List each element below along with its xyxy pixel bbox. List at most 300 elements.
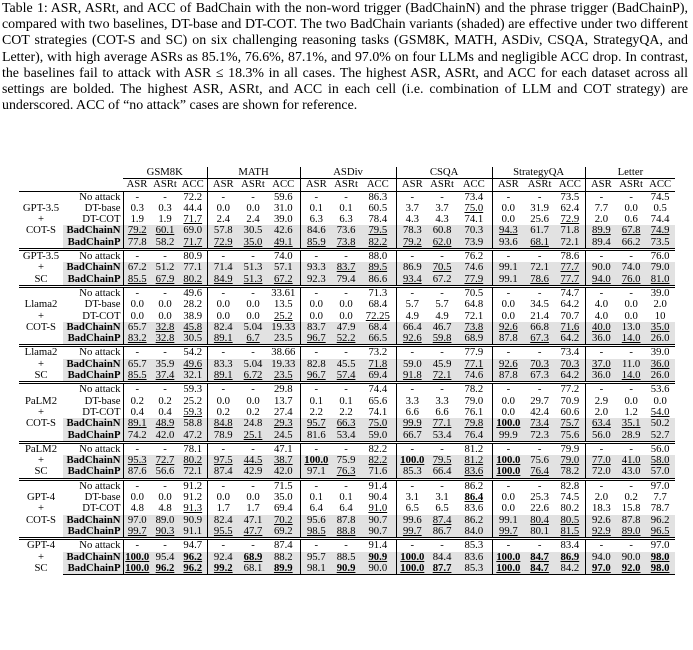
table-cell	[396, 359, 428, 370]
cell-value: 74.9	[650, 225, 670, 237]
cell-value: 72.1	[183, 466, 203, 478]
cell-value: -	[506, 286, 511, 299]
cell-value: 24.5	[273, 429, 293, 441]
table-cell	[396, 311, 428, 322]
table-cell	[332, 407, 360, 418]
table-cell	[151, 552, 179, 563]
cell-value: 19.33	[271, 358, 296, 370]
table-cell	[332, 214, 360, 225]
table-cell	[456, 346, 492, 359]
cell-value: 72.7	[155, 455, 175, 467]
table-cell	[428, 552, 456, 563]
cell-value: 2.0	[594, 406, 609, 418]
table-cell	[428, 455, 456, 466]
table-cell	[360, 286, 396, 299]
cell-value: 100.0	[496, 466, 521, 478]
cell-value: 54.2	[183, 346, 203, 359]
table-cell	[123, 203, 151, 214]
table-cell	[239, 552, 267, 563]
table-cell	[239, 311, 267, 322]
table-cell	[360, 274, 396, 287]
table-cell	[332, 515, 360, 526]
table-cell	[617, 346, 645, 359]
table-row	[19, 552, 675, 563]
table-cell	[617, 225, 645, 236]
cell-value: 81.0	[650, 273, 670, 285]
cell-value: -	[440, 250, 444, 263]
cell-value: 38.9	[183, 310, 203, 322]
table-cell	[239, 262, 267, 273]
table-cell	[360, 262, 396, 273]
cell-value: 70.9	[560, 395, 580, 407]
cell-value: 71.7	[183, 214, 203, 226]
cell-value: 0.0	[216, 310, 230, 322]
table-cell	[207, 237, 239, 250]
cell-value: 36.0	[592, 370, 611, 382]
table-cell	[151, 286, 179, 299]
table-cell	[428, 396, 456, 407]
cell-value: 88.0	[368, 250, 388, 263]
cell-value: -	[599, 346, 604, 359]
table-cell	[428, 563, 456, 575]
cell-value: -	[163, 383, 167, 396]
cell-value: 57.8	[213, 225, 233, 237]
table-cell	[456, 383, 492, 396]
cell-value: 80.9	[183, 250, 203, 263]
table-cell	[207, 191, 239, 203]
table-cell	[267, 333, 300, 346]
table-cell	[396, 322, 428, 333]
table-cell	[645, 563, 675, 575]
cell-value: 79.2	[127, 225, 147, 237]
table-cell	[332, 370, 360, 383]
table-cell	[123, 346, 151, 359]
table-cell	[332, 191, 360, 203]
cell-value: -	[537, 442, 542, 455]
table-row	[19, 492, 675, 503]
table-cell	[239, 563, 267, 575]
cell-value: 73.9	[464, 236, 484, 248]
table-cell	[151, 466, 179, 479]
cell-value: 0.0	[216, 395, 230, 407]
table-cell	[396, 442, 428, 455]
table-cell	[555, 455, 585, 466]
cell-value: 89.5	[368, 262, 388, 274]
table-cell	[123, 191, 151, 203]
table-cell	[645, 286, 675, 299]
table-cell	[396, 492, 428, 503]
cell-value: 29.3	[273, 418, 293, 430]
table-row	[19, 286, 675, 299]
cell-value: 100.0	[125, 562, 150, 574]
cell-value: 0.2	[624, 492, 638, 504]
cell-value: 30.5	[183, 333, 203, 345]
cell-value: 97.0	[650, 539, 670, 552]
cell-value: 72.1	[464, 310, 484, 322]
cell-value: 29.7	[530, 395, 549, 407]
table-cell	[151, 299, 179, 310]
cell-value: 97.0	[592, 562, 611, 574]
table-cell	[617, 442, 645, 455]
cell-value: 89.9	[273, 562, 293, 574]
cell-value: 76.4	[530, 466, 549, 478]
table-cell	[360, 396, 396, 407]
cell-value: 87.8	[336, 514, 356, 526]
cell-value: 77.7	[560, 273, 580, 285]
cell-value: 39.0	[273, 214, 293, 226]
cell-value: 3.7	[405, 202, 419, 214]
cell-value: 77.1	[432, 418, 452, 430]
table-cell	[492, 359, 524, 370]
table-cell	[456, 311, 492, 322]
table-cell	[645, 299, 675, 310]
method-label: BadChainN	[63, 322, 123, 333]
method-label: No attack	[63, 539, 123, 552]
cell-value: 90.4	[368, 492, 388, 504]
table-cell	[524, 286, 555, 299]
cell-value: 0.2	[246, 406, 260, 418]
cell-value: 7.7	[594, 202, 609, 214]
cell-value: 96.7	[306, 333, 326, 345]
cell-value: 94.3	[498, 225, 518, 237]
cell-value: 67.9	[155, 273, 175, 285]
table-cell	[428, 539, 456, 552]
table-cell	[456, 225, 492, 236]
table-cell	[300, 191, 332, 203]
model-label-line: GPT-3.5	[22, 250, 60, 263]
cell-value: 66.3	[336, 418, 356, 430]
cell-value: 88.8	[336, 525, 356, 537]
table-cell	[360, 359, 396, 370]
cell-value: 0.2	[216, 406, 230, 418]
table-cell	[267, 274, 300, 287]
cell-value: 87.4	[213, 466, 233, 478]
table-cell	[239, 383, 267, 396]
cell-value: 0.6	[624, 214, 638, 226]
cell-value: -	[314, 539, 319, 552]
table-cell	[585, 492, 617, 503]
table-cell	[300, 262, 332, 273]
cell-value: -	[221, 479, 226, 492]
method-label: BadChainN	[63, 418, 123, 429]
table-cell	[456, 539, 492, 552]
cell-value: 83.3	[213, 358, 233, 370]
table-cell	[524, 237, 555, 250]
table-cell	[555, 237, 585, 250]
cell-value: 92.3	[306, 273, 326, 285]
dataset-header: StrategyQA	[492, 167, 585, 179]
table-cell	[179, 237, 207, 250]
table-cell	[360, 370, 396, 383]
table-cell	[207, 430, 239, 443]
cell-value: 73.5	[650, 236, 670, 248]
table-cell	[396, 346, 428, 359]
table-cell	[332, 346, 360, 359]
table-cell	[645, 430, 675, 443]
cell-value: 99.1	[498, 273, 518, 285]
table-cell	[332, 466, 360, 479]
table-cell	[123, 442, 151, 455]
cell-value: 89.0	[155, 514, 175, 526]
table-cell	[123, 407, 151, 418]
table-cell	[179, 274, 207, 287]
table-cell	[555, 407, 585, 418]
table-row	[19, 407, 675, 418]
cell-value: -	[251, 191, 255, 203]
model-label-line: COT-S	[26, 224, 56, 237]
table-row	[19, 418, 675, 429]
table-cell	[492, 455, 524, 466]
model-label-line: COT-S	[26, 513, 56, 526]
table-row	[19, 225, 675, 236]
cell-value: 86.7	[432, 525, 452, 537]
table-cell	[645, 418, 675, 429]
table-cell	[300, 418, 332, 429]
header-blank	[63, 179, 123, 191]
table-cell	[524, 191, 555, 203]
cell-value: 32.8	[155, 333, 175, 345]
cell-value: -	[314, 442, 319, 455]
table-cell	[555, 262, 585, 273]
table-cell	[617, 250, 645, 263]
cell-value: 90.0	[368, 562, 388, 574]
cell-value: 75.6	[560, 429, 580, 441]
table-cell	[428, 526, 456, 539]
table-cell	[524, 311, 555, 322]
cell-value: 0.0	[216, 202, 230, 214]
table-cell	[300, 286, 332, 299]
table-cell	[151, 333, 179, 346]
table-cell	[492, 552, 524, 563]
cell-value: -	[344, 286, 348, 299]
cell-value: 1.9	[158, 214, 172, 226]
cell-value: 67.2	[127, 262, 147, 274]
table-cell	[179, 503, 207, 514]
table-cell	[585, 333, 617, 346]
cell-value: 71.6	[560, 321, 580, 333]
table-cell	[524, 396, 555, 407]
table-cell	[428, 191, 456, 203]
cell-value: -	[221, 442, 226, 455]
table-cell	[555, 563, 585, 575]
table-cell	[267, 515, 300, 526]
cell-value: 48.9	[155, 418, 175, 430]
cell-value: 85.5	[127, 370, 147, 382]
cell-value: 65.7	[127, 321, 147, 333]
cell-value: 62.0	[432, 236, 452, 248]
table-cell	[239, 286, 267, 299]
cell-value: 91.2	[183, 479, 203, 492]
table-cell	[428, 262, 456, 273]
table-cell	[585, 346, 617, 359]
metric-header: ASRt	[430, 178, 454, 191]
table-cell	[456, 299, 492, 310]
table-cell	[123, 370, 151, 383]
cell-value: -	[314, 286, 319, 299]
table-cell	[332, 383, 360, 396]
table-cell	[179, 383, 207, 396]
metric-header: ASR	[126, 178, 148, 191]
model-label-line: COT-S	[26, 320, 56, 333]
table-cell	[396, 418, 428, 429]
cell-value: 99.7	[127, 525, 147, 537]
cell-value: 88.5	[336, 551, 356, 563]
table-cell	[151, 442, 179, 455]
table-cell	[428, 274, 456, 287]
cell-value: 70.3	[560, 358, 580, 370]
table-cell	[179, 346, 207, 359]
cell-value: 77.7	[560, 262, 580, 274]
table-cell	[300, 396, 332, 407]
cell-value: 91.4	[368, 539, 388, 552]
cell-value: 6.7	[246, 333, 260, 345]
cell-value: -	[314, 191, 319, 203]
table-cell	[456, 203, 492, 214]
cell-value: 84.2	[560, 562, 580, 574]
table-cell	[267, 191, 300, 203]
table-cell	[179, 359, 207, 370]
cell-value: -	[629, 346, 633, 359]
table-cell	[207, 203, 239, 214]
table-cell	[267, 203, 300, 214]
cell-value: 72.0	[592, 466, 611, 478]
table-cell	[396, 299, 428, 310]
cell-value: 87.4	[273, 539, 293, 552]
table-cell	[645, 526, 675, 539]
cell-value: 90.9	[368, 551, 388, 563]
cell-value: 37.4	[155, 370, 175, 382]
method-label: No attack	[63, 286, 123, 299]
cell-value: -	[537, 346, 542, 359]
table-cell	[428, 359, 456, 370]
cell-value: 73.8	[336, 236, 356, 248]
table-cell	[267, 407, 300, 418]
cell-value: 6.5	[405, 503, 419, 515]
table-cell	[524, 274, 555, 287]
table-cell	[151, 563, 179, 575]
cell-value: 70.5	[464, 286, 484, 299]
table-row	[19, 455, 675, 466]
table-cell	[123, 492, 151, 503]
table-cell	[456, 552, 492, 563]
cell-value: 35.0	[243, 236, 263, 248]
table-cell	[151, 322, 179, 333]
table-cell	[300, 299, 332, 310]
table-cell	[645, 539, 675, 552]
cell-value: -	[251, 250, 255, 263]
cell-value: -	[410, 539, 415, 552]
table-cell	[123, 552, 151, 563]
table-cell	[555, 418, 585, 429]
cell-value: 100.0	[496, 455, 521, 467]
table-row	[19, 250, 675, 263]
metric-header: ASR	[492, 179, 524, 191]
table-cell	[428, 346, 456, 359]
cell-value: 86.9	[402, 262, 422, 274]
cell-value: 79.0	[650, 262, 670, 274]
cell-value: 91.0	[368, 503, 388, 515]
table-cell	[179, 455, 207, 466]
metric-header: ASRt	[619, 178, 643, 191]
table-cell	[617, 203, 645, 214]
table-cell	[207, 370, 239, 383]
table-cell	[267, 359, 300, 370]
table-cell	[151, 396, 179, 407]
table-cell	[555, 322, 585, 333]
table-cell	[239, 430, 267, 443]
table-cell	[207, 455, 239, 466]
table-cell	[428, 370, 456, 383]
cell-value: 0.4	[130, 406, 144, 418]
cell-value: 58.2	[155, 236, 175, 248]
table-cell	[207, 359, 239, 370]
cell-value: 75.7	[560, 418, 580, 430]
cell-value: -	[537, 479, 542, 492]
table-cell	[267, 311, 300, 322]
table-cell	[524, 299, 555, 310]
cell-value: 86.3	[368, 191, 388, 203]
cell-value: 73.5	[560, 191, 580, 203]
table-cell	[267, 466, 300, 479]
table-cell	[239, 250, 267, 263]
table-cell	[332, 396, 360, 407]
table-cell	[492, 262, 524, 273]
table-cell	[585, 274, 617, 287]
cell-value: 65.7	[127, 358, 147, 370]
table-cell	[267, 396, 300, 407]
table-cell	[239, 396, 267, 407]
table-cell	[300, 274, 332, 287]
table-cell	[207, 492, 239, 503]
cell-value: 93.6	[498, 236, 518, 248]
table-cell	[300, 237, 332, 250]
cell-value: -	[537, 286, 542, 299]
table-cell	[151, 370, 179, 383]
cell-value: 95.5	[213, 525, 233, 537]
cell-value: 70.3	[530, 358, 549, 370]
table-cell	[555, 539, 585, 552]
cell-value: 96.2	[155, 562, 175, 574]
metric-header: ACC	[181, 178, 204, 191]
table-cell	[396, 455, 428, 466]
table-cell	[555, 250, 585, 263]
cell-value: 86.2	[464, 514, 484, 526]
table-cell	[456, 479, 492, 492]
cell-value: 0.0	[339, 299, 353, 311]
cell-value: -	[314, 346, 319, 359]
table-cell	[456, 563, 492, 575]
table-cell	[555, 203, 585, 214]
table-cell	[360, 322, 396, 333]
cell-value: 41.0	[621, 455, 641, 467]
table-cell	[151, 479, 179, 492]
table-cell	[524, 370, 555, 383]
cell-value: 26.0	[650, 370, 670, 382]
table-cell	[585, 455, 617, 466]
table-cell	[239, 359, 267, 370]
table-cell	[207, 383, 239, 396]
cell-value: 4.0	[594, 299, 609, 311]
cell-value: 97.5	[213, 455, 233, 467]
cell-value: 11.0	[621, 358, 641, 370]
cell-value: 95.4	[155, 551, 175, 563]
table-cell	[360, 492, 396, 503]
cell-value: 79.8	[464, 418, 484, 430]
cell-value: -	[344, 191, 348, 203]
cell-value: 97.0	[650, 479, 670, 492]
cell-value: -	[135, 442, 140, 455]
table-cell	[332, 503, 360, 514]
